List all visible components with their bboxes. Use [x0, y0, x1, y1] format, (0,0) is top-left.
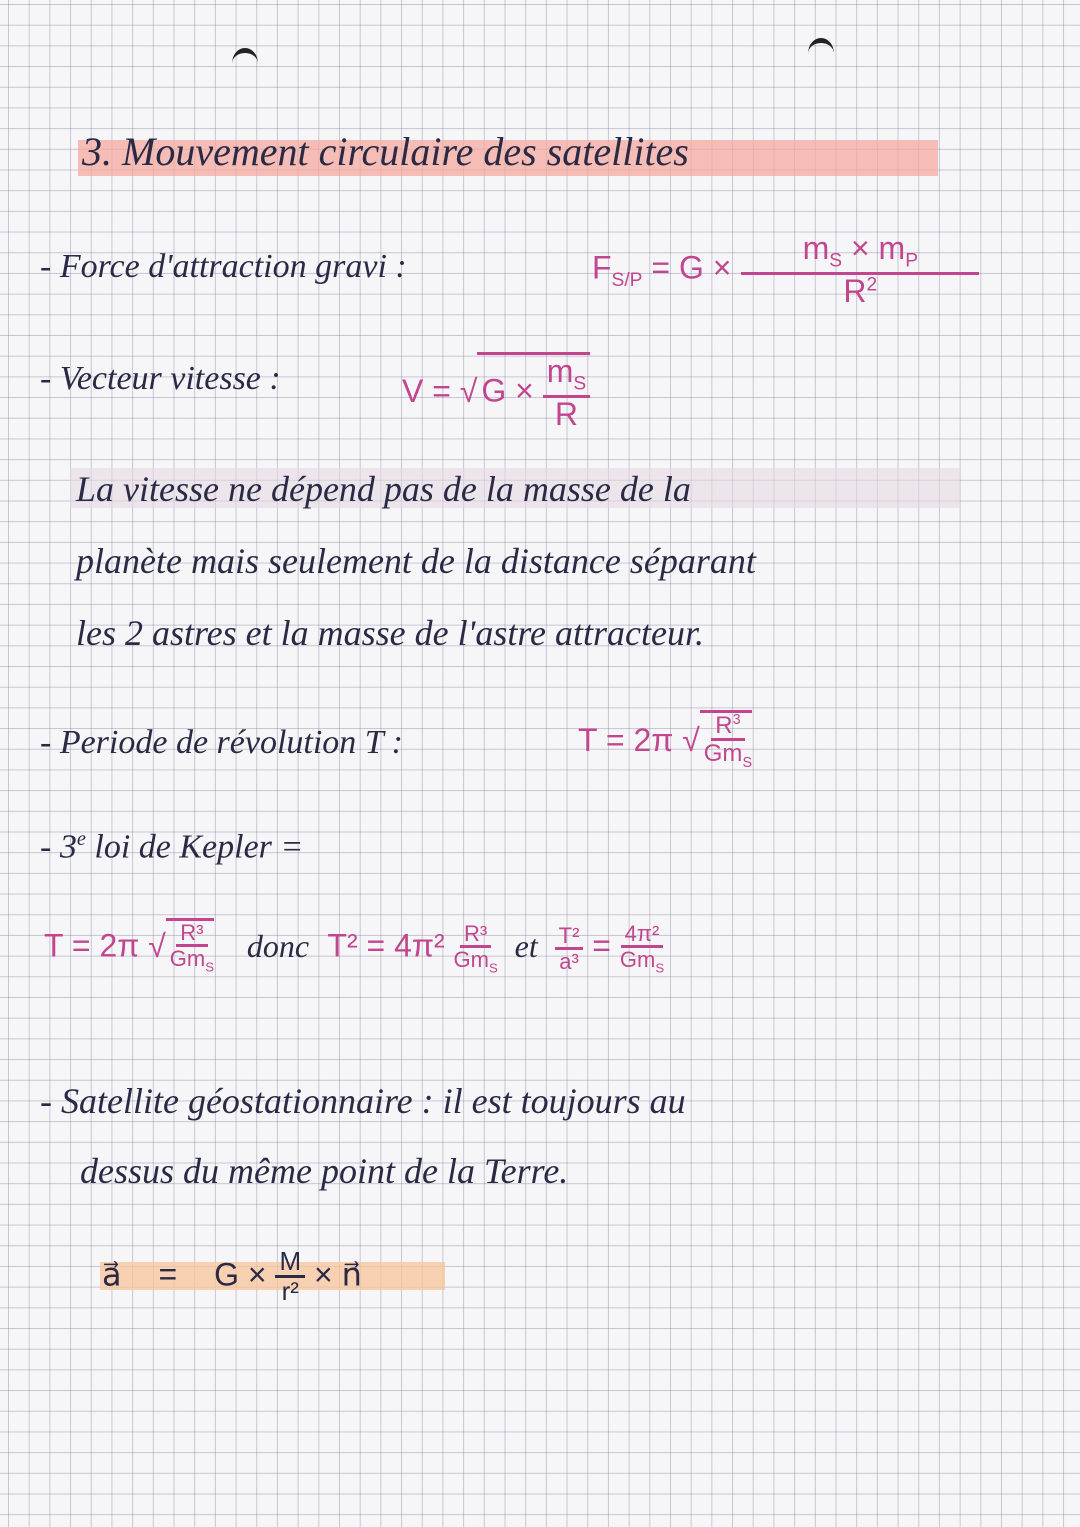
- m-p: m: [878, 230, 906, 266]
- binder-hole-right: [808, 38, 834, 69]
- force-label: - Force d'attraction gravi :: [40, 248, 407, 285]
- vitesse-lhs: V =: [402, 373, 451, 410]
- f2-fraction: [454, 922, 498, 975]
- force-formula: [592, 232, 980, 308]
- sqrt: √ $\frac{R^3}{Gm_S}$: [682, 712, 753, 771]
- kepler-label: [40, 828, 303, 866]
- periode-fraction: [704, 713, 752, 771]
- r-sup: 2: [866, 273, 878, 295]
- vitesse-formula: [402, 352, 590, 431]
- kepler-formula: [44, 918, 664, 975]
- vitesse-g: G ×: [481, 372, 534, 409]
- f3-rnum: 4π²: [621, 922, 664, 948]
- f1-fraction: [170, 921, 214, 974]
- f2-num: R³: [460, 922, 491, 948]
- donc-word: donc: [246, 927, 310, 964]
- f3-rden: Gm: [619, 946, 656, 972]
- periode-lhs: T = 2π: [578, 722, 674, 759]
- periode-formula: [578, 710, 752, 771]
- accel-eq: =: [158, 1256, 178, 1293]
- sqrt: √ G × $\frac{m_S}{R}$: [460, 352, 590, 431]
- accel-g: G ×: [214, 1256, 267, 1293]
- m: m: [546, 353, 574, 389]
- m-p-sub: P: [905, 250, 919, 272]
- accel-num: M: [275, 1248, 305, 1278]
- f2-lhs: T² = 4π²: [327, 927, 445, 964]
- m-s: m: [802, 230, 830, 266]
- force-lhs: F: [592, 249, 612, 286]
- gm-sub: S: [742, 754, 753, 771]
- kepler-label-dash: - 3: [40, 828, 77, 866]
- geo-line-1: - Satellite géostationnaire : il est toujours au: [40, 1081, 686, 1121]
- sqrt: √ $\frac{\text{R³}}{Gm_S}$: [148, 920, 215, 975]
- f1-den: Gm: [169, 946, 206, 972]
- accel-fraction: [275, 1248, 305, 1306]
- f3-den: a³: [559, 948, 579, 974]
- accel-times: × n⃗: [314, 1256, 362, 1293]
- accel-lhs: a⃗: [102, 1256, 122, 1293]
- accel-den: r²: [281, 1276, 299, 1307]
- section-title: 3. Mouvement circulaire des satellites: [82, 129, 689, 174]
- r: R: [715, 712, 733, 739]
- f3-num: T²: [555, 924, 584, 950]
- kepler-sup: e: [76, 828, 86, 850]
- paragraph-line-2: planète mais seulement de la distance séparant: [76, 541, 756, 581]
- f2-den: Gm: [453, 946, 489, 972]
- kepler-label-rest: loi de Kepler =: [85, 828, 304, 866]
- f3-fraction: [555, 924, 584, 973]
- m-sub: S: [573, 373, 587, 395]
- times: ×: [850, 230, 870, 266]
- m-s-sub: S: [829, 250, 843, 272]
- binder-hole-left: [232, 48, 258, 79]
- den: R: [554, 395, 579, 432]
- f1-den-sub: S: [205, 959, 215, 975]
- force-lhs-sub: S/P: [611, 269, 643, 291]
- f3-rfraction: [620, 922, 664, 975]
- paragraph-line-1: La vitesse ne dépend pas de la masse de la: [76, 469, 691, 509]
- f2-den-sub: S: [488, 960, 498, 976]
- vitesse-label: - Vecteur vitesse :: [40, 360, 281, 397]
- force-eq: = G ×: [651, 249, 732, 286]
- paragraph-line-3: les 2 astres et la masse de l'astre attracteur.: [76, 613, 704, 653]
- f3-eq: =: [592, 927, 611, 964]
- accel-formula: [102, 1248, 362, 1306]
- f1-lhs: T = 2π: [44, 927, 140, 964]
- r: R: [843, 272, 867, 309]
- periode-label: - Periode de révolution T :: [40, 724, 403, 761]
- vitesse-fraction: [543, 355, 590, 431]
- geo-line-2: dessus du même point de la Terre.: [80, 1151, 569, 1191]
- gm: Gm: [703, 740, 743, 768]
- et-word: et: [514, 927, 538, 964]
- f1-num: R³: [176, 921, 207, 947]
- r-sup: 3: [732, 712, 741, 728]
- f3-rden-sub: S: [655, 960, 665, 976]
- force-fraction: [740, 232, 980, 308]
